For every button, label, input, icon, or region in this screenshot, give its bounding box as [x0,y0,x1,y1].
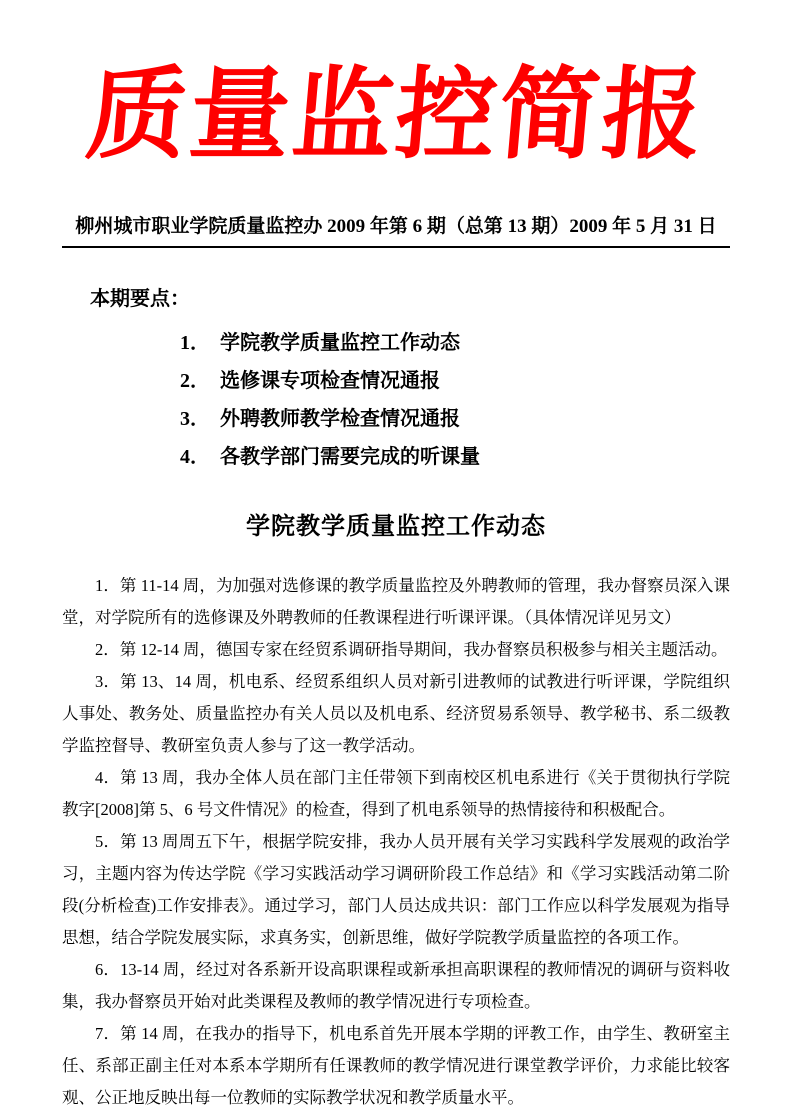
body-text-block [62,570,730,1114]
highlight-item-number: 4． [180,446,210,468]
highlight-item [180,362,730,400]
highlight-item-text: 学院教学质量监控工作动态 [220,332,460,354]
highlights-label: 本期要点： [90,288,190,310]
highlight-item [180,438,730,476]
paragraph-4: 4．第 13 周，我办全体人员在部门主任带领下到南校区机电系进行《关于贯彻执行学院教字[2008]第 5、6 号文件情况》的检查，得到了机电系领导的热情接待和积极配合。 [62,768,730,819]
highlight-item [180,324,730,362]
publication-info-line: 柳州城市职业学院质量监控办 2009 年第 6 期（总第 13 期）2009 年 5 月 31 日 [62,212,730,248]
highlight-item-text: 选修课专项检查情况通报 [220,370,440,392]
highlights-block [62,286,730,476]
paragraph-2: 2．第 12-14 周，德国专家在经贸系调研指导期间，我办督察员积极参与相关主题活动。 [95,640,728,659]
highlight-item-text: 外聘教师教学检查情况通报 [220,408,460,430]
highlight-item-number: 2． [180,370,210,392]
paragraph-7: 7．第 14 周，在我办的指导下，机电系首先开展本学期的评教工作，由学生、教研室主任、系部正副主任对本系本学期所有任课教师的教学情况进行课堂教学评价，力求能比较客观、公正地反映出每一位教师的实际教学状况和教学质量水平。 [62,1024,730,1107]
highlight-item [180,400,730,438]
paragraph-1: 1．第 11-14 周，为加强对选修课的教学质量监控及外聘教师的管理，我办督察员深入课堂，对学院所有的选修课及外聘教师的任教课程进行听课评课。（具体情况详见另文） [62,576,730,627]
paragraph-6: 6．13-14 周，经过对各系新开设高职课程或新承担高职课程的教师情况的调研与资料收集，我办督察员开始对此类课程及教师的教学情况进行专项检查。 [62,960,730,1011]
section-title: 学院教学质量监控工作动态 [246,514,546,540]
highlight-item-number: 3． [180,408,210,430]
highlight-item-number: 1． [180,332,210,354]
masthead-title: 质量监控简报 [82,60,710,171]
paragraph-5: 5．第 13 周周五下午，根据学院安排，我办人员开展有关学习实践科学发展观的政治学习，主题内容为传达学院《学习实践活动学习调研阶段工作总结》和《学习实践活动第二阶段(分析检查)工作安排表》。通过学习，部门人员达成共识：部门工作应以科学发展观为指导思想，结合学院发展实际，求真务实，创新思维，做好学院教学质量监控的各项工作。 [62,832,730,947]
highlight-item-text: 各教学部门需要完成的听课量 [220,446,480,468]
paragraph-3: 3．第 13、14 周，机电系、经贸系组织人员对新引进教师的试教进行听评课，学院组织人事处、教务处、质量监控办有关人员以及机电系、经济贸易系领导、教学秘书、系二级教学监控督导、教研室负责人参与了这一教学活动。 [62,672,730,755]
highlights-list [180,324,730,476]
